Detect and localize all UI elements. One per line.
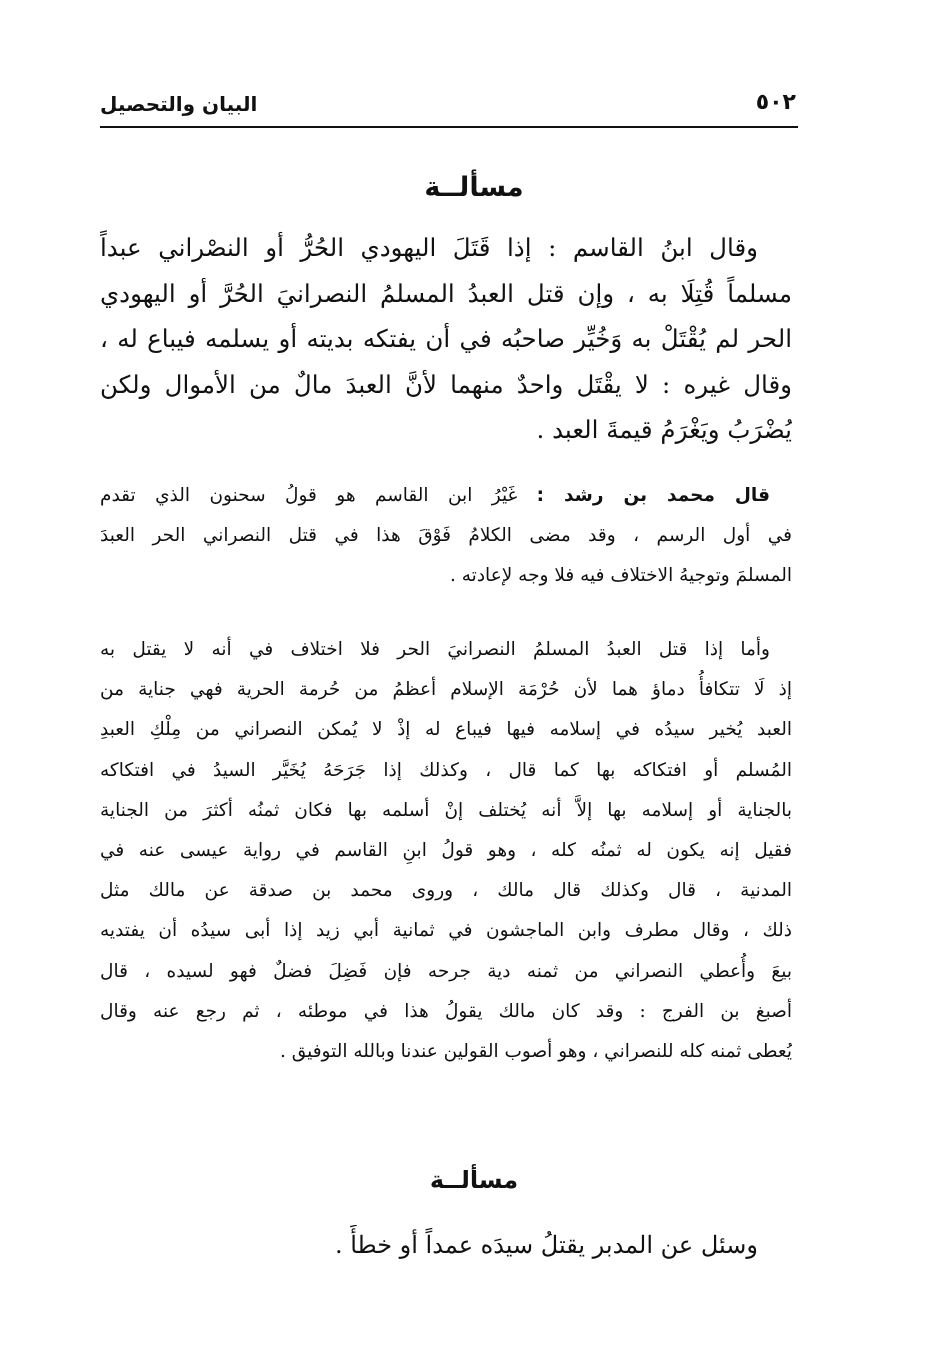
header-rule (100, 126, 798, 128)
commentator-name: قال محمد بن رشد : (536, 485, 770, 506)
text-line: الحر لم يُقْتَلْ به وَخُيِّر صاحبُه في أن يفتكه بديته أو يسلمه فيباع له ، (100, 324, 792, 353)
text-line: يُضْرَبُ ويَغْرَمُ قيمةَ العبد . (536, 415, 792, 444)
page-header (100, 88, 796, 124)
text-line (100, 476, 792, 516)
text-line: وقال ابنُ القاسم : إذا قَتَلَ اليهودي الحُرُّ أو النصْراني عبداً (100, 233, 758, 262)
text-line: وسئل عن المدبر يقتلُ سيدَه عمداً أو خطأً . (334, 1231, 758, 1259)
text-line: المدنية ، قال وكذلك قال مالك ، وروى محمد بن صدقة عن مالك مثل (100, 880, 792, 902)
text-line: العبد يُخير سيدُه في إسلامه فيها فيباع له إذْ لا يُمكن النصراني من مِلْكِ العبدِ (100, 719, 792, 741)
page-number: ٥٠٢ (755, 90, 796, 115)
commentary-paragraph (100, 476, 792, 597)
text-line: وقال غيره : لا يقْتَل واحدٌ منهما لأنَّ العبدَ مالٌ من الأموال ولكن (100, 369, 792, 399)
commentary-paragraph-2 (100, 630, 792, 1072)
text-line: بالجناية أو إسلامه بها إلاَّ أنه يُختلف إنْ أسلمه بها فكان ثمنُه أكثرَ من الجناية (100, 799, 792, 821)
section-heading: مسألــة (424, 172, 524, 203)
text-line: فقيل إنه يكون له ثمنُه كله ، وهو قولُ ابنِ القاسم في رواية عيسى عنه في (100, 840, 792, 862)
text-line: ذلك ، وقال مطرف وابن الماجشون في ثمانية أبي زيد إذا أبى سيدُه أن يفتديه (100, 920, 792, 942)
line-text: غَيْرُ ابن القاسم هو قولُ سحنون الذي تقدم (100, 485, 518, 506)
text-line: المسلمَ وتوجيهُ الاختلاف فيه فلا وجه لإعادته . (449, 565, 792, 587)
text-line: بيعَ وأُعطي النصراني من ثمنه دية جرحه فإن فَضِلَ فضلٌ فهو لسيده ، قال (100, 960, 792, 982)
text-line: وأما إذا قتل العبدُ المسلمُ النصرانيَ الحر فلا اختلاف في أنه لا يقتل به (100, 639, 770, 660)
issue-paragraph (100, 1225, 792, 1265)
text-line: المُسلم أو افتكاكه بها كما قال ، وكذلك إذا جَرَحَهُ يُخَيَّر السيدُ في افتكاكه (100, 759, 792, 781)
text-line: مسلماً قُتِلَا به ، وإن قتل العبدُ المسلمُ النصرانيَ الحُرَّ أو اليهودي (100, 278, 792, 308)
section-heading: مسألــة (429, 1166, 519, 1194)
text-line: أصبغ بن الفرج : وقد كان مالك يقولُ هذا في موطئه ، ثم رجع عنه وقال (100, 1000, 792, 1022)
issue-paragraph (100, 225, 792, 453)
running-title: البيان والتحصيل (100, 92, 258, 116)
text-line: يُعطى ثمنه كله للنصراني ، وهو أصوب القولين عندنا وبالله التوفيق . (279, 1041, 792, 1063)
text-line: إذ لَا تتكافأُ دماؤ هما لأن حُرْمَة الإسلام أعظمُ من حُرمة الحرية فهي جناية من (100, 679, 792, 701)
text-line: في أول الرسم ، وقد مضى الكلامُ فَوْقَ هذا في قتل النصراني الحر العبدَ (100, 525, 792, 547)
